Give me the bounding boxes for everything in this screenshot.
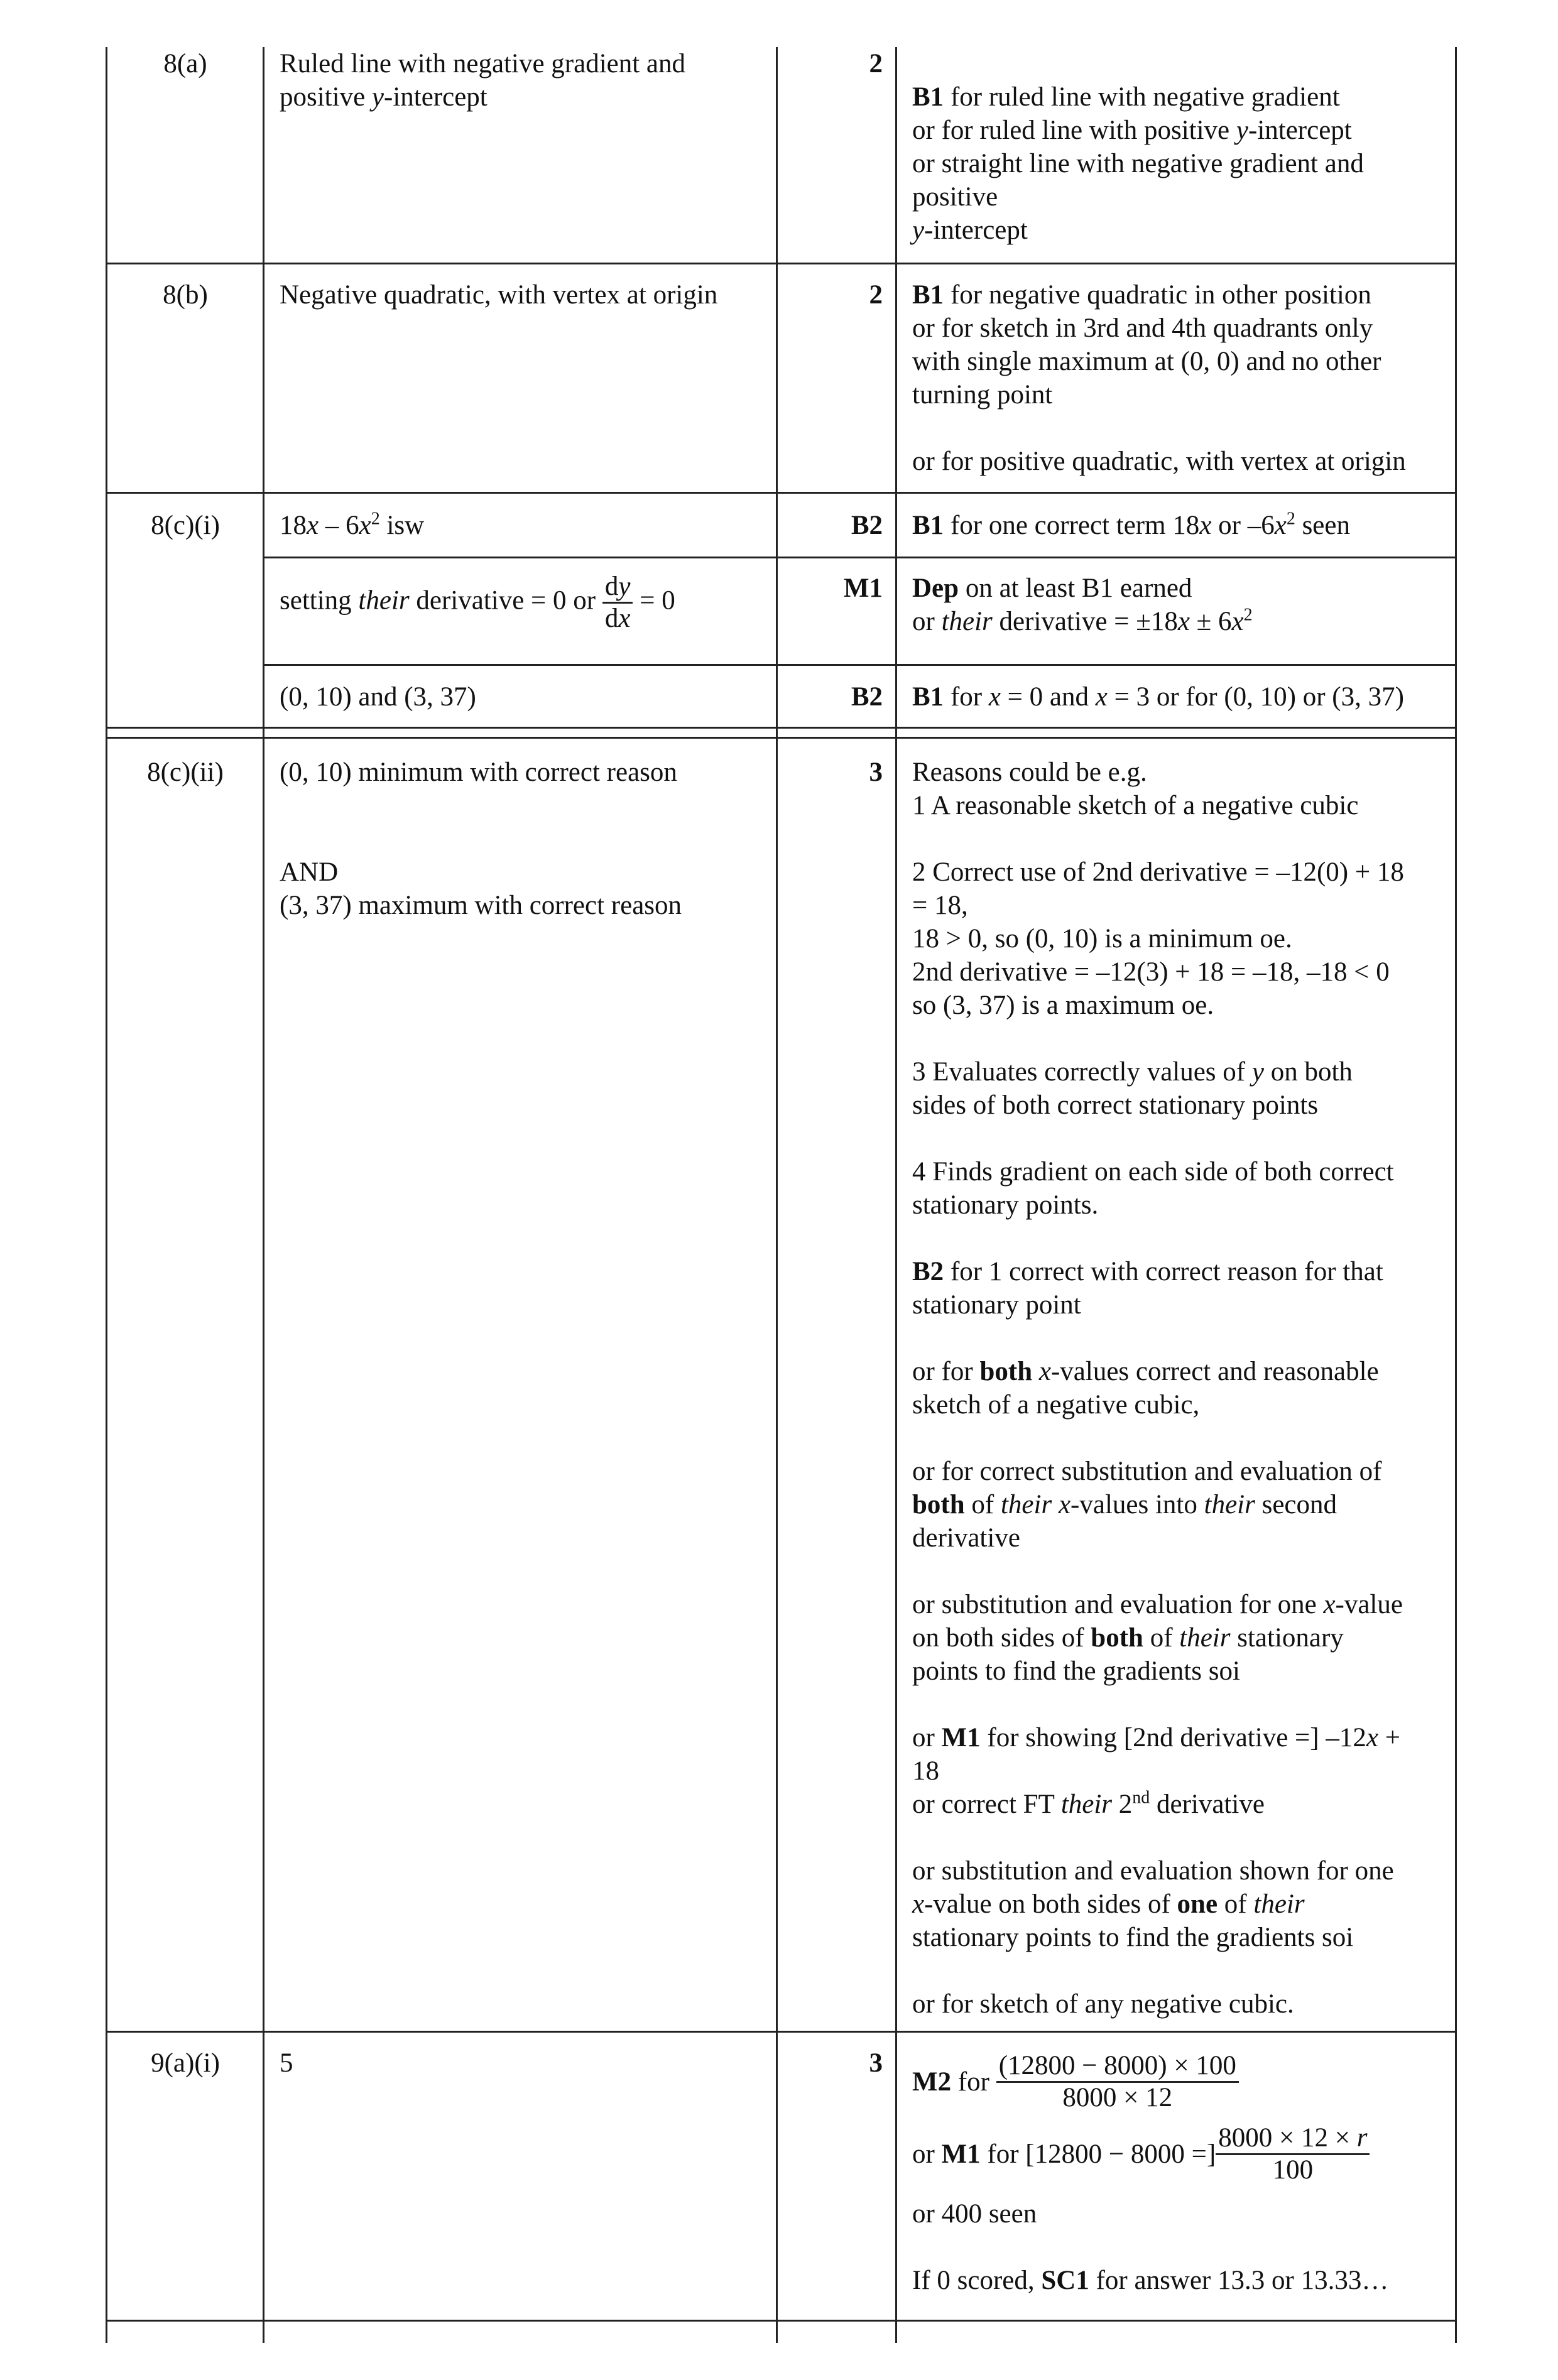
- guidance-line: Reasons could be e.g.: [912, 758, 1147, 787]
- guidance-line: [912, 1821, 1404, 1854]
- answer-text: [280, 572, 675, 634]
- interest-fraction: [1216, 2123, 1370, 2185]
- row-divider: [106, 727, 1457, 729]
- guidance-line: or substitution and evaluation for one x-value: [912, 1590, 1403, 1619]
- answer-text: 5: [280, 2048, 293, 2078]
- guidance-line: [912, 1022, 1404, 1055]
- row-divider: [106, 2320, 1457, 2322]
- guidance-line: derivative: [912, 1523, 1020, 1553]
- guidance-line: or for sketch of any negative cubic.: [912, 1989, 1294, 2019]
- guidance-line: 18: [912, 1756, 939, 1786]
- answer-text: [280, 680, 476, 714]
- guidance-line: x-value on both sides of one of their: [912, 1889, 1305, 1919]
- text-line: dy: [602, 572, 633, 604]
- marks: M1: [843, 573, 883, 603]
- guidance-line: points to find the gradients soi: [912, 1656, 1240, 1686]
- text-line: 100: [1272, 2154, 1314, 2185]
- guidance-text: [912, 278, 1406, 478]
- guidance-line: or correct FT their 2nd derivative: [912, 1788, 1265, 1819]
- text-line: B1 for negative quadratic in other position: [912, 280, 1371, 310]
- text-line: 8000 × 12 × r: [1216, 2123, 1370, 2155]
- marks: 2: [869, 280, 883, 310]
- guidance-text: [912, 80, 1364, 247]
- guidance-line: 1 A reasonable sketch of a negative cubic: [912, 791, 1359, 820]
- guidance-line: sketch of a negative cubic,: [912, 1390, 1200, 1420]
- text-line: setting their derivative = 0 or: [280, 585, 596, 616]
- text-line: If 0 scored, SC1 for answer 13.3 or 13.33…: [912, 2266, 1389, 2295]
- guidance-line: [912, 1122, 1404, 1155]
- guidance-line: so (3, 37) is a maximum oe.: [912, 991, 1214, 1020]
- text-line: 8000 × 12: [1062, 2082, 1173, 2112]
- guidance-line: or substitution and evaluation shown for one: [912, 1856, 1394, 1886]
- text-line: dx: [604, 604, 631, 633]
- text-line: or straight line with negative gradient and: [912, 149, 1364, 178]
- text-line: or for sketch in 3rd and 4th quadrants only: [912, 313, 1373, 343]
- text-line: [280, 789, 682, 822]
- column-divider-guidance: [895, 47, 897, 2343]
- text-line: (3, 37) maximum with correct reason: [280, 891, 682, 920]
- guidance-line: 2nd derivative = –12(3) + 18 = –18, –18 < 0: [912, 957, 1390, 987]
- guidance-text: [912, 756, 1404, 2021]
- text-line: (0, 10) and (3, 37): [280, 682, 476, 712]
- marks: B2: [851, 511, 883, 540]
- guidance-line: on both sides of both of their stationary: [912, 1623, 1344, 1653]
- guidance-line: or for correct substitution and evaluation of: [912, 1457, 1382, 1486]
- guidance-line: sides of both correct stationary points: [912, 1090, 1319, 1120]
- answer-text: [280, 278, 717, 312]
- text-line: with single maximum at (0, 0) and no other: [912, 347, 1381, 376]
- column-divider-answer: [263, 47, 264, 2343]
- marks: 2: [869, 49, 883, 79]
- text-line: [912, 411, 1406, 445]
- text-line: B1 for one correct term 18x or $-6x^2$ seen: [912, 509, 1350, 540]
- guidance-line: [912, 822, 1404, 856]
- row-divider: [106, 2031, 1457, 2033]
- marks: 3: [869, 758, 883, 787]
- column-divider-marks: [776, 47, 778, 2343]
- text-line: M2 for: [912, 2067, 989, 2097]
- guidance-line: [912, 1322, 1404, 1355]
- text-line: Negative quadratic, with vertex at origin: [280, 280, 718, 310]
- text-line: Ruled line with negative gradient and: [280, 49, 686, 79]
- table-border-left: [106, 47, 107, 2343]
- text-line: or their derivative = $\pm 18x \pm 6x^2$: [912, 605, 1253, 636]
- text-line: = 0: [640, 585, 675, 616]
- text-line: B1 for x = 0 and x = 3 or for (0, 10) or (3, 37): [912, 682, 1404, 712]
- guidance-line: 2 Correct use of 2nd derivative = –12(0) + 18: [912, 857, 1404, 887]
- row-divider: [106, 737, 1457, 739]
- question-number: 8(b): [163, 280, 208, 310]
- interest-fraction: [996, 2051, 1239, 2113]
- guidance-line: stationary point: [912, 1290, 1081, 1320]
- text-line: $18x - 6x^2$ isw: [280, 509, 425, 540]
- answer-text: [280, 47, 685, 114]
- text-line: positive: [912, 182, 998, 212]
- text-line: or M1 for [12800 − 8000 =]: [912, 2139, 1216, 2169]
- text-line: or 400 seen: [912, 2199, 1037, 2229]
- text-line: Dep on at least B1 earned: [912, 573, 1192, 603]
- guidance-line: [912, 2117, 1388, 2191]
- question-number: 8(a): [163, 49, 207, 79]
- guidance-line: 3 Evaluates correctly values of y on both: [912, 1057, 1353, 1087]
- text-line: (12800 − 8000) × 100: [996, 2051, 1239, 2083]
- text-line: turning point: [912, 380, 1053, 410]
- guidance-text: [912, 572, 1253, 638]
- guidance-line: [912, 1421, 1404, 1455]
- text-line: AND: [280, 857, 339, 887]
- text-line: B1 for ruled line with negative gradient: [912, 82, 1340, 112]
- text-line: [280, 822, 682, 856]
- answer-text: [280, 509, 424, 542]
- guidance-line: = 18,: [912, 891, 968, 920]
- guidance-line: [912, 1954, 1404, 1987]
- guidance-line: [912, 1688, 1404, 1721]
- text-line: y-intercept: [912, 215, 1028, 245]
- text-line: or for positive quadratic, with vertex at origin: [912, 447, 1406, 476]
- answer-text: [280, 756, 682, 922]
- guidance-text: [912, 2046, 1388, 2297]
- guidance-line: or for both x-values correct and reasonable: [912, 1357, 1379, 1386]
- question-number: 9(a)(i): [151, 2048, 220, 2078]
- question-number: 8(c)(i): [151, 511, 220, 540]
- guidance-line: stationary points.: [912, 1190, 1099, 1220]
- guidance-line: [912, 2046, 1388, 2117]
- marks: B2: [851, 682, 883, 712]
- text-line: or for ruled line with positive y-intercept: [912, 116, 1352, 145]
- row-divider: [106, 492, 1457, 494]
- row-divider: [263, 664, 1457, 666]
- guidance-line: 4 Finds gradient on each side of both correct: [912, 1157, 1394, 1187]
- row-divider: [106, 263, 1457, 264]
- table-border-right: [1455, 47, 1457, 2343]
- guidance-text: [912, 509, 1350, 542]
- guidance-line: [912, 1555, 1404, 1588]
- question-number: 8(c)(ii): [147, 758, 224, 787]
- marks: 3: [869, 2048, 883, 2078]
- derivative-fraction: [602, 572, 633, 634]
- text-line: (0, 10) minimum with correct reason: [280, 758, 677, 787]
- guidance-line: B2 for 1 correct with correct reason for that: [912, 1257, 1383, 1286]
- guidance-line: [912, 1222, 1404, 1255]
- guidance-line: stationary points to find the gradients soi: [912, 1923, 1354, 1952]
- guidance-line: or M1 for showing [2nd derivative =] –12x +: [912, 1723, 1400, 1752]
- guidance-line: 18 > 0, so (0, 10) is a minimum oe.: [912, 924, 1292, 954]
- guidance-text: [912, 680, 1404, 714]
- row-divider: [263, 557, 1457, 558]
- guidance-line: both of their x-values into their second: [912, 1490, 1337, 1519]
- text-line: positive y-intercept: [280, 82, 488, 112]
